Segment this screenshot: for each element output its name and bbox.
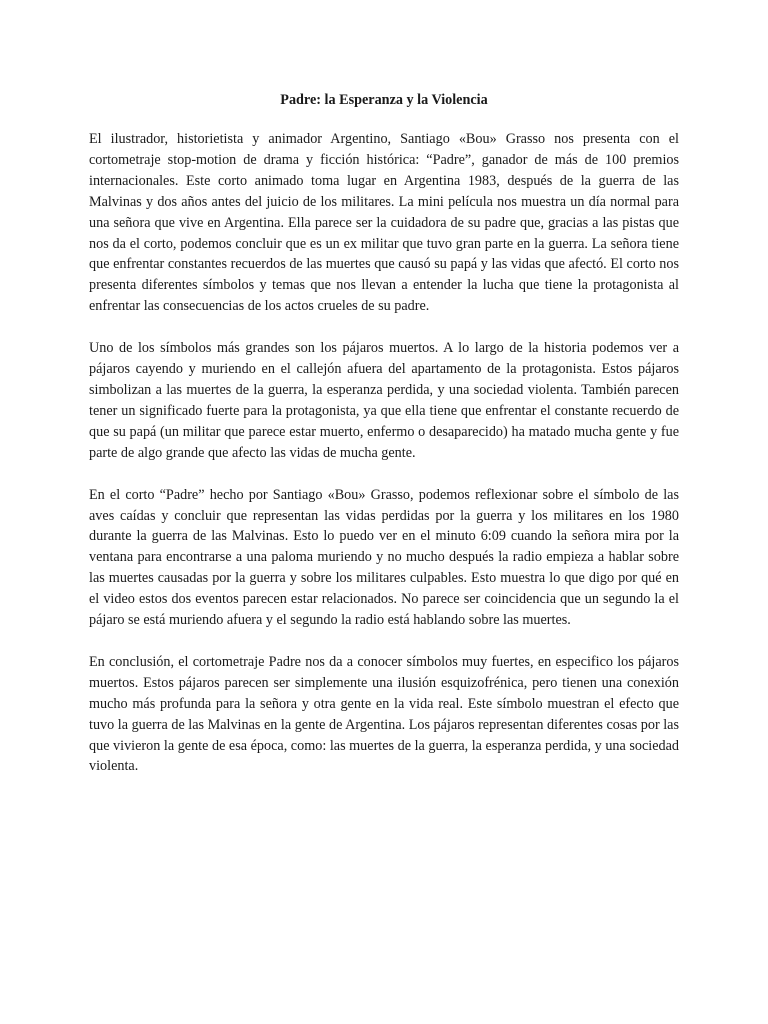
paragraph-conclusion: En conclusión, el cortometraje Padre nos da a conocer símbolos muy fuertes, en especifico los pájaros muertos. Estos pájaros parecen ser simplemente una ilusión esquizofrénica, pero tienen una conexión mucho más profunda para la señora y otra gente en la vida real. Este símbolo muestran el efecto que tuvo la guerra de las Malvinas en la gente de Argentina. Los pájaros representan diferentes cosas por las que vivieron la gente de esa época, como: las muertes de la guerra, la esperanza perdida, y una sociedad violenta.	[89, 653, 679, 775]
paragraph-symbols: Uno de los símbolos más grandes son los pájaros muertos. A lo largo de la historia podemos ver a pájaros cayendo y muriendo en el callejón afuera del apartamento de la protagonista. Estos pájaros simbolizan a las muertes de la guerra, la esperanza perdida, y una sociedad violenta. También parecen tener un significado fuerte para la protagonista, ya que ella tiene que enfrentar el constante recuerdo de que su papá (un militar que parece estar muerto, enfermo o desaparecido) ha matado mucha gente y fue parte de algo grande que afecto las vidas de mucha gente.	[89, 340, 679, 461]
document-page	[89, 90, 679, 798]
paragraph-intro: El ilustrador, historietista y animador Argentino, Santiago «Bou» Grasso nos presenta con el cortometraje stop-motion de drama y ficción histórica: “Padre”, ganador de más de 100 premios internacionales. Este corto animado toma lugar en Argentina 1983, después de la guerra de las Malvinas y dos años antes del juicio de los militares. La mini película nos muestra un día normal para una señora que vive en Argentina. Ella parece ser la cuidadora de su padre que, gracias a las pistas que nos da el corto, podemos concluir que es un ex militar que tuvo gran parte en la guerra. La señora tiene que enfrentar constantes recuerdos de las muertes que causó su papá y las vidas que afectó. El corto nos presenta diferentes símbolos y temas que nos llevan a entender la lucha que tiene la protagonista al enfrentar las consecuencias de los actos crueles de su padre.	[89, 131, 679, 315]
paragraph-reflection: En el corto “Padre” hecho por Santiago «Bou» Grasso, podemos reflexionar sobre el símbolo de las aves caídas y concluir que representan las vidas perdidas por la guerra y los militares en los 1980 durante la guerra de las Malvinas. Esto lo puedo ver en el minuto 6:09 cuando la señora mira por la ventana para encontrarse a una paloma muriendo y no mucho después la radio empieza a hablar sobre las muertes causadas por la guerra y sobre los militares culpables. Esto muestra lo que digo por qué en el video estos dos eventos parecen estar relacionados. No parece ser coincidencia que un segundo la el pájaro se está muriendo afuera y el segundo la radio está hablando sobre las muertes.	[89, 486, 679, 629]
document-title: Padre: la Esperanza y la Violencia	[280, 92, 488, 108]
